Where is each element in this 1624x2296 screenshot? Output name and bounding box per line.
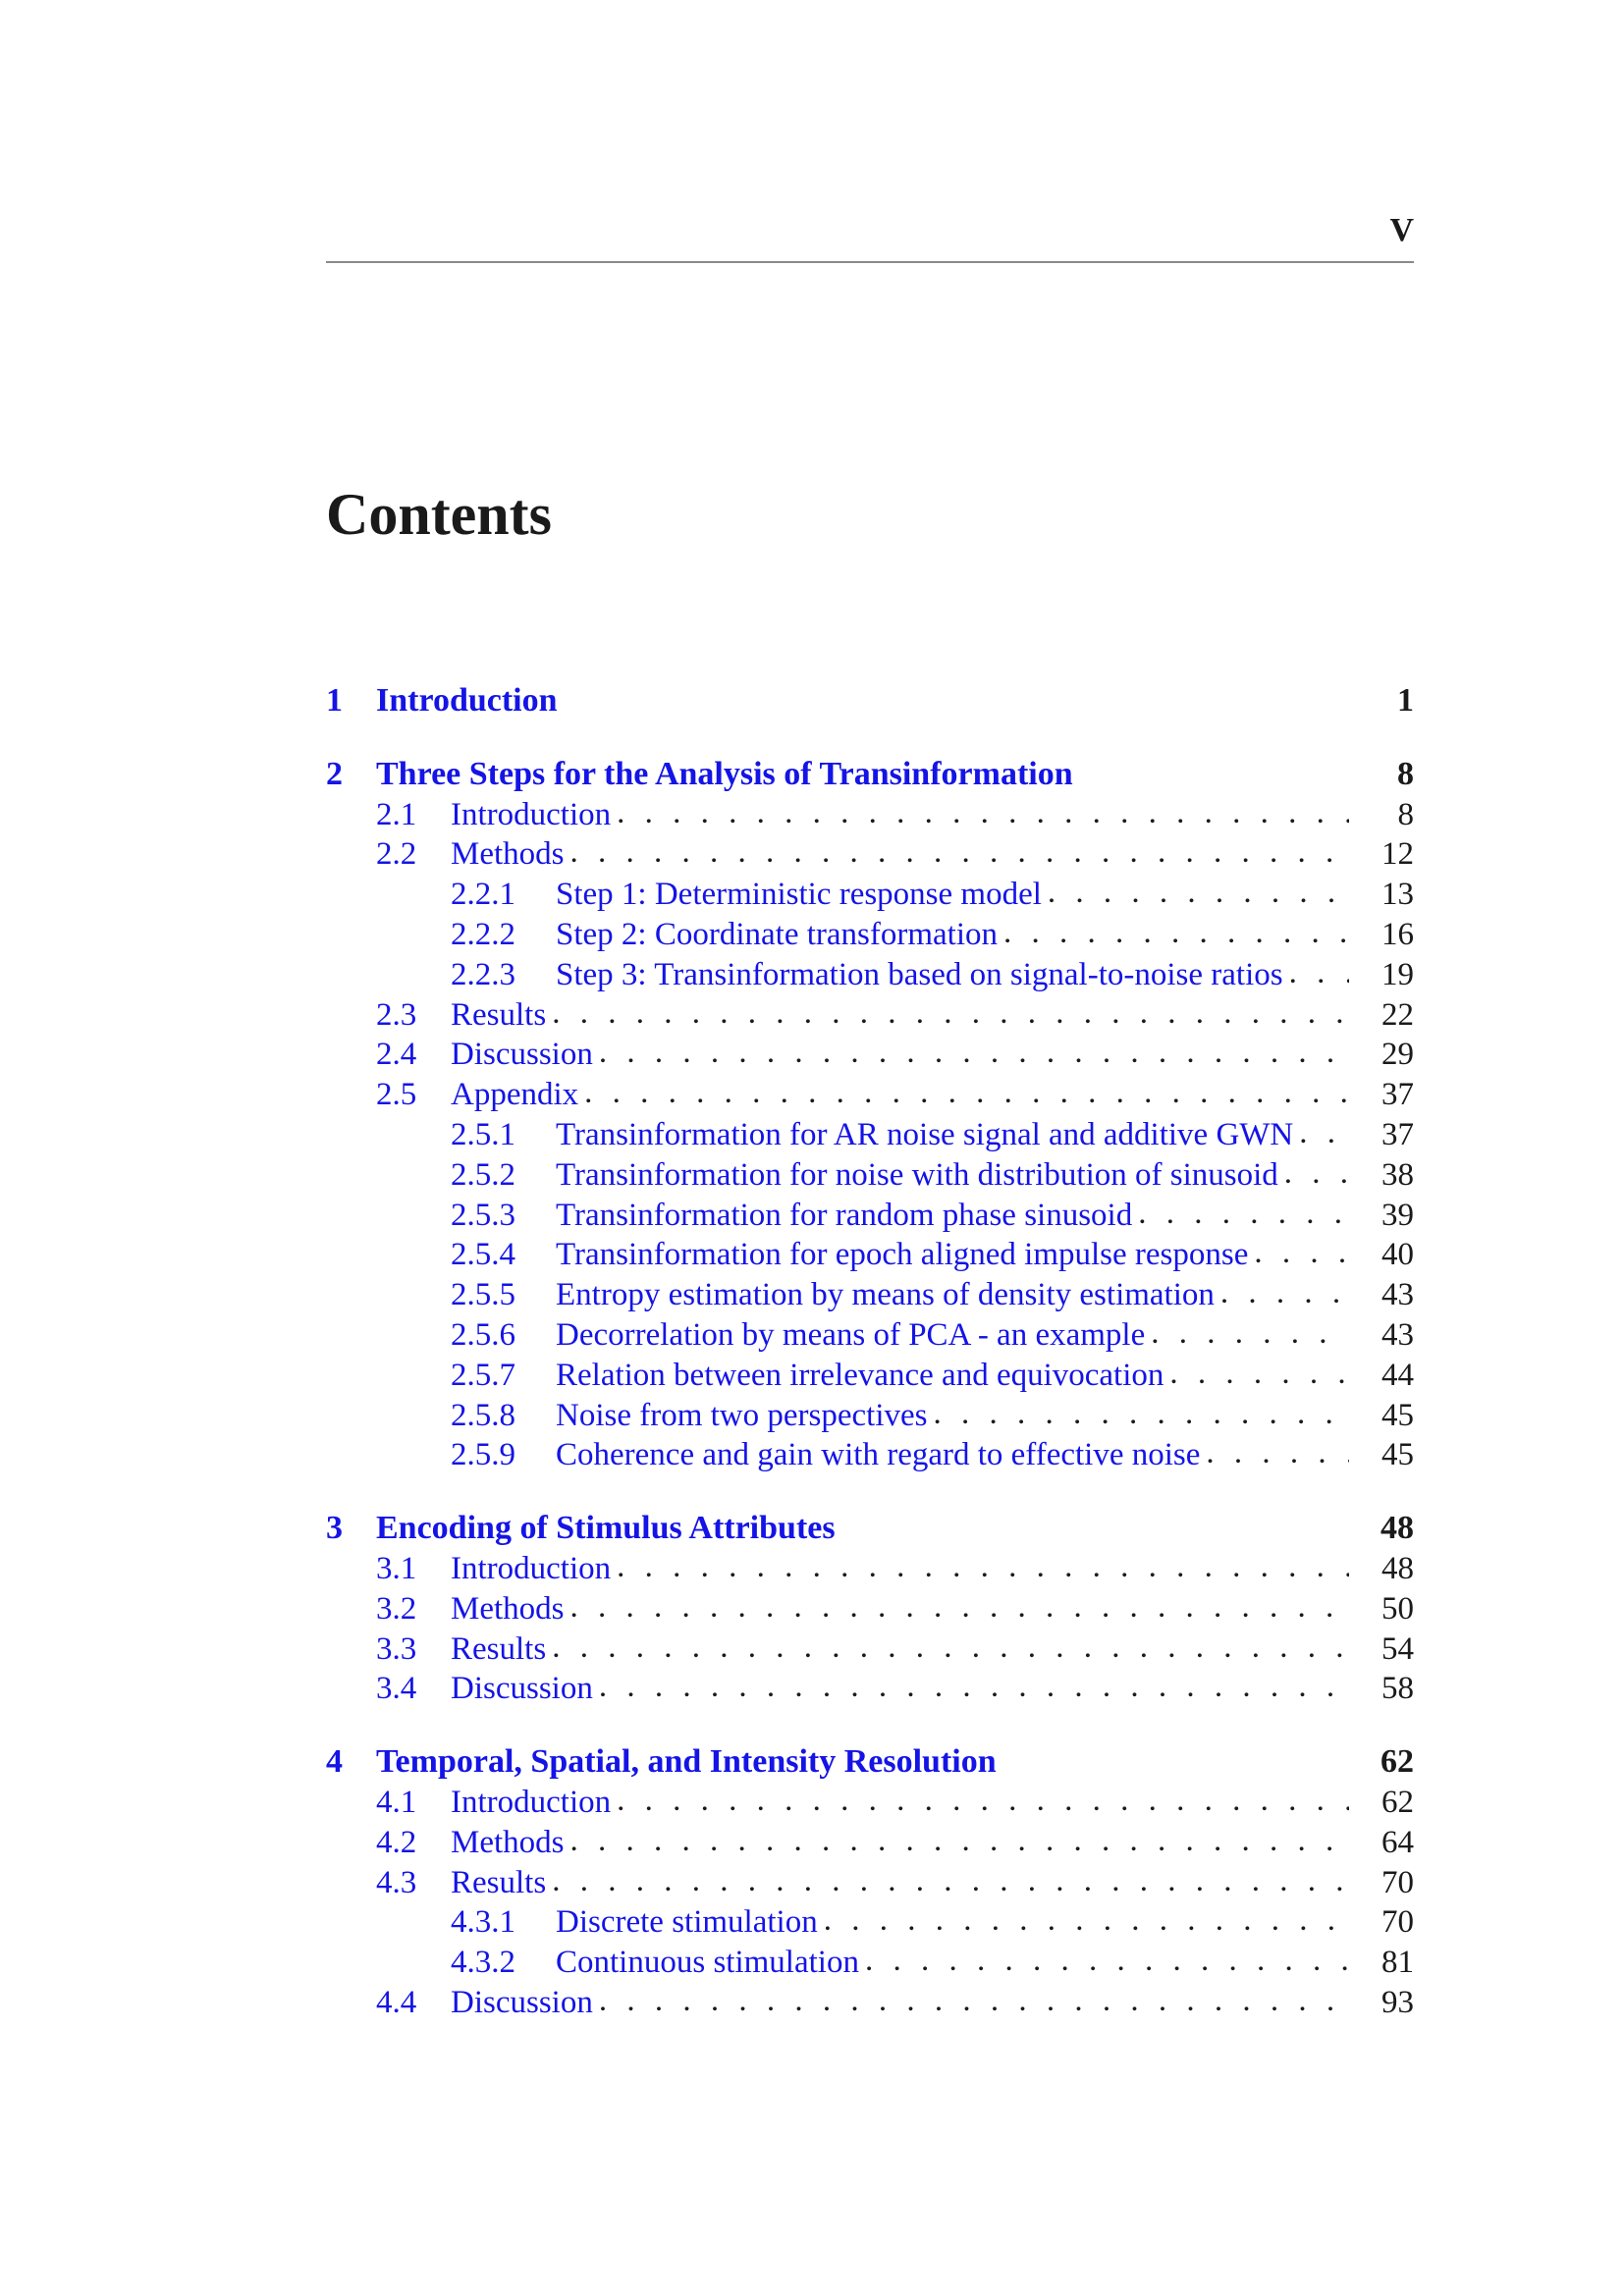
dot-leader	[570, 1821, 1350, 1861]
toc-chapter-3	[326, 1509, 1414, 1709]
toc-section-title[interactable]: Discussion	[451, 1037, 593, 1073]
toc-section-number[interactable]: 4.4	[376, 1984, 417, 2020]
toc-subsection-page: 39	[1381, 1197, 1414, 1233]
toc-section-number[interactable]: 2.2	[376, 836, 417, 873]
toc-subsection-link-2.5.4[interactable]	[326, 1235, 1414, 1275]
toc-section-number[interactable]: 4.3	[376, 1864, 417, 1900]
dot-leader	[934, 1394, 1350, 1434]
toc-subsection-page: 13	[1381, 877, 1414, 913]
toc-chapter-page: 8	[1397, 755, 1414, 792]
toc-subsection-title[interactable]: Step 3: Transinformation based on signal-to-noise ratios	[556, 956, 1283, 992]
toc-subsection-title[interactable]: Noise from two perspectives	[556, 1397, 928, 1433]
dot-leader	[584, 1073, 1349, 1113]
toc-subsection-title[interactable]: Step 1: Deterministic response model	[556, 877, 1042, 913]
toc-section-title[interactable]: Appendix	[451, 1077, 579, 1113]
dot-leader	[1169, 1354, 1349, 1394]
toc-chapter-2	[326, 755, 1414, 1475]
toc-section-title[interactable]: Introduction	[451, 1784, 612, 1820]
toc-section-link-4.3[interactable]	[326, 1863, 1414, 1903]
toc-subsection-page: 43	[1381, 1316, 1414, 1353]
toc-section-link-2.3[interactable]	[326, 995, 1414, 1036]
toc-subsection-page: 44	[1381, 1357, 1414, 1393]
toc-subsection-page: 37	[1381, 1116, 1414, 1152]
toc-subsection-link-2.5.8[interactable]	[326, 1396, 1414, 1436]
toc-section-title[interactable]: Introduction	[451, 1550, 612, 1586]
dot-leader	[599, 1667, 1349, 1707]
toc-subsection-number[interactable]: 2.5.9	[451, 1437, 515, 1473]
toc-subsection-page: 43	[1381, 1277, 1414, 1313]
toc-chapter-number[interactable]: 3	[326, 1510, 343, 1547]
toc-subsection-page: 38	[1381, 1156, 1414, 1193]
toc-chapter-number[interactable]: 4	[326, 1743, 343, 1781]
dot-leader	[1289, 953, 1349, 993]
toc-subsection-number[interactable]: 2.5.5	[451, 1277, 515, 1313]
toc-subsection-page: 16	[1381, 916, 1414, 952]
table-of-contents	[326, 681, 1414, 2056]
toc-subsection-page: 70	[1381, 1904, 1414, 1941]
toc-section-number[interactable]: 2.1	[376, 796, 417, 832]
toc-section-title[interactable]: Discussion	[451, 1984, 593, 2020]
dot-leader	[1048, 873, 1349, 913]
toc-subsection-link-2.2.2[interactable]	[326, 915, 1414, 955]
toc-subsection-number[interactable]: 4.3.2	[451, 1945, 515, 1981]
dot-leader	[599, 1033, 1349, 1073]
toc-section-page: 50	[1381, 1590, 1414, 1627]
toc-section-link-3.2[interactable]	[326, 1589, 1414, 1629]
toc-subsection-number[interactable]: 2.5.7	[451, 1357, 515, 1393]
toc-subsection-link-2.5.1[interactable]	[326, 1115, 1414, 1155]
toc-subsection-page: 81	[1381, 1945, 1414, 1981]
toc-section-title[interactable]: Introduction	[451, 796, 612, 832]
toc-subsection-title[interactable]: Transinformation for noise with distribution of sinusoid	[556, 1156, 1278, 1193]
toc-chapter-title[interactable]: Encoding of Stimulus Attributes	[376, 1510, 836, 1547]
toc-section-link-3.4[interactable]	[326, 1669, 1414, 1709]
dot-leader	[1151, 1313, 1349, 1354]
toc-subsection-number[interactable]: 2.5.8	[451, 1397, 515, 1433]
toc-section-number[interactable]: 3.4	[376, 1671, 417, 1707]
toc-subsection-title[interactable]: Transinformation for random phase sinusoid	[556, 1197, 1133, 1233]
toc-subsection-number[interactable]: 4.3.1	[451, 1904, 515, 1941]
toc-subsection-title[interactable]: Step 2: Coordinate transformation	[556, 916, 998, 952]
dot-leader	[552, 993, 1349, 1034]
toc-section-page: 93	[1381, 1984, 1414, 2020]
page-number: V	[1389, 212, 1414, 248]
toc-section-link-3.3[interactable]	[326, 1629, 1414, 1670]
toc-section-page: 29	[1381, 1037, 1414, 1073]
toc-subsection-link-2.5.5[interactable]	[326, 1275, 1414, 1315]
toc-subsection-title[interactable]: Continuous stimulation	[556, 1945, 859, 1981]
dot-leader	[617, 1547, 1349, 1587]
toc-chapter-page: 48	[1380, 1510, 1414, 1547]
dot-leader	[865, 1941, 1349, 1981]
toc-section-page: 8	[1397, 796, 1414, 832]
toc-section-link-4.2[interactable]	[326, 1823, 1414, 1863]
toc-chapter-number[interactable]: 1	[326, 682, 343, 719]
dot-leader	[617, 793, 1349, 833]
dot-leader	[1003, 913, 1349, 953]
toc-subsection-title[interactable]: Transinformation for AR noise signal and additive GWN	[556, 1116, 1294, 1152]
toc-chapter-page: 62	[1380, 1743, 1414, 1781]
toc-section-link-2.4[interactable]	[326, 1035, 1414, 1075]
dot-leader	[552, 1861, 1349, 1901]
dot-leader	[1299, 1113, 1349, 1153]
toc-subsection-title[interactable]: Coherence and gain with regard to effective noise	[556, 1437, 1201, 1473]
toc-section-number[interactable]: 2.5	[376, 1077, 417, 1113]
toc-subsection-number[interactable]: 2.2.3	[451, 956, 515, 992]
toc-subsection-page: 45	[1381, 1397, 1414, 1433]
toc-subsection-link-2.5.6[interactable]	[326, 1315, 1414, 1356]
toc-subsection-page: 40	[1381, 1237, 1414, 1273]
toc-chapter-title[interactable]: Introduction	[376, 682, 558, 719]
toc-chapter-link-4[interactable]	[326, 1742, 1414, 1783]
toc-section-number[interactable]: 2.4	[376, 1037, 417, 1073]
toc-section-title[interactable]: Methods	[451, 1590, 565, 1627]
toc-subsection-title[interactable]: Relation between irrelevance and equivocation	[556, 1357, 1164, 1393]
dot-leader	[824, 1900, 1349, 1941]
toc-subsection-link-4.3.2[interactable]	[326, 1943, 1414, 1983]
page-title: Contents	[326, 482, 553, 547]
toc-subsection-number[interactable]: 2.5.2	[451, 1156, 515, 1193]
toc-section-link-2.2[interactable]	[326, 834, 1414, 875]
toc-subsection-link-2.5.9[interactable]	[326, 1435, 1414, 1475]
toc-subsection-number[interactable]: 2.5.1	[451, 1116, 515, 1152]
toc-section-page: 12	[1381, 836, 1414, 873]
dot-leader	[570, 832, 1350, 873]
toc-subsection-link-2.2.3[interactable]	[326, 955, 1414, 995]
toc-section-link-4.4[interactable]	[326, 1983, 1414, 2023]
toc-section-link-4.1[interactable]	[326, 1783, 1414, 1823]
toc-chapter-link-1[interactable]	[326, 681, 1414, 721]
toc-section-title[interactable]: Methods	[451, 836, 565, 873]
toc-section-title[interactable]: Results	[451, 1864, 547, 1900]
toc-chapter-title[interactable]: Temporal, Spatial, and Intensity Resolution	[376, 1743, 997, 1781]
toc-subsection-number[interactable]: 2.5.3	[451, 1197, 515, 1233]
toc-subsection-link-4.3.1[interactable]	[326, 1902, 1414, 1943]
dot-leader	[1220, 1273, 1349, 1313]
toc-section-number[interactable]: 4.2	[376, 1824, 417, 1860]
toc-chapter-1	[326, 681, 1414, 721]
toc-subsection-number[interactable]: 2.2.2	[451, 916, 515, 952]
toc-chapter-link-2[interactable]	[326, 755, 1414, 795]
toc-section-page: 62	[1381, 1784, 1414, 1820]
toc-chapter-4	[326, 1742, 1414, 2023]
toc-section-title[interactable]: Methods	[451, 1824, 565, 1860]
dot-leader	[1254, 1233, 1349, 1273]
toc-subsection-link-2.2.1[interactable]	[326, 875, 1414, 915]
toc-subsection-page: 19	[1381, 956, 1414, 992]
toc-section-page: 54	[1381, 1630, 1414, 1667]
dot-leader	[570, 1587, 1350, 1628]
toc-chapter-title[interactable]: Three Steps for the Analysis of Transinformation	[376, 755, 1073, 792]
dot-leader	[599, 1981, 1349, 2021]
dot-leader	[1284, 1153, 1349, 1194]
toc-section-page: 64	[1381, 1824, 1414, 1860]
toc-section-page: 48	[1381, 1550, 1414, 1586]
toc-subsection-link-2.5.3[interactable]	[326, 1196, 1414, 1236]
toc-section-number[interactable]: 4.1	[376, 1784, 417, 1820]
header-rule	[326, 261, 1414, 263]
toc-section-number[interactable]: 3.1	[376, 1550, 417, 1586]
dot-leader	[617, 1781, 1349, 1821]
toc-section-title[interactable]: Discussion	[451, 1671, 593, 1707]
dot-leader	[552, 1628, 1349, 1668]
toc-section-link-2.5[interactable]	[326, 1075, 1414, 1115]
toc-chapter-link-3[interactable]	[326, 1509, 1414, 1549]
toc-subsection-title[interactable]: Discrete stimulation	[556, 1904, 818, 1941]
toc-section-link-3.1[interactable]	[326, 1549, 1414, 1589]
toc-section-page: 37	[1381, 1077, 1414, 1113]
dot-leader	[1138, 1194, 1349, 1234]
toc-subsection-title[interactable]: Decorrelation by means of PCA - an example	[556, 1316, 1146, 1353]
toc-section-number[interactable]: 3.2	[376, 1590, 417, 1627]
toc-subsection-number[interactable]: 2.2.1	[451, 877, 515, 913]
toc-chapter-number[interactable]: 2	[326, 755, 343, 792]
toc-section-number[interactable]: 2.3	[376, 996, 417, 1033]
toc-subsection-page: 45	[1381, 1437, 1414, 1473]
toc-subsection-link-2.5.7[interactable]	[326, 1356, 1414, 1396]
toc-section-number[interactable]: 3.3	[376, 1630, 417, 1667]
toc-subsection-number[interactable]: 2.5.4	[451, 1237, 515, 1273]
toc-subsection-title[interactable]: Entropy estimation by means of density estimation	[556, 1277, 1215, 1313]
toc-subsection-number[interactable]: 2.5.6	[451, 1316, 515, 1353]
toc-section-page: 22	[1381, 996, 1414, 1033]
dot-leader	[1206, 1433, 1349, 1473]
toc-section-title[interactable]: Results	[451, 996, 547, 1033]
toc-subsection-title[interactable]: Transinformation for epoch aligned impulse response	[556, 1237, 1249, 1273]
toc-section-page: 70	[1381, 1864, 1414, 1900]
toc-section-title[interactable]: Results	[451, 1630, 547, 1667]
toc-section-page: 58	[1381, 1671, 1414, 1707]
toc-subsection-link-2.5.2[interactable]	[326, 1155, 1414, 1196]
toc-section-link-2.1[interactable]	[326, 795, 1414, 835]
toc-chapter-page: 1	[1397, 682, 1414, 719]
